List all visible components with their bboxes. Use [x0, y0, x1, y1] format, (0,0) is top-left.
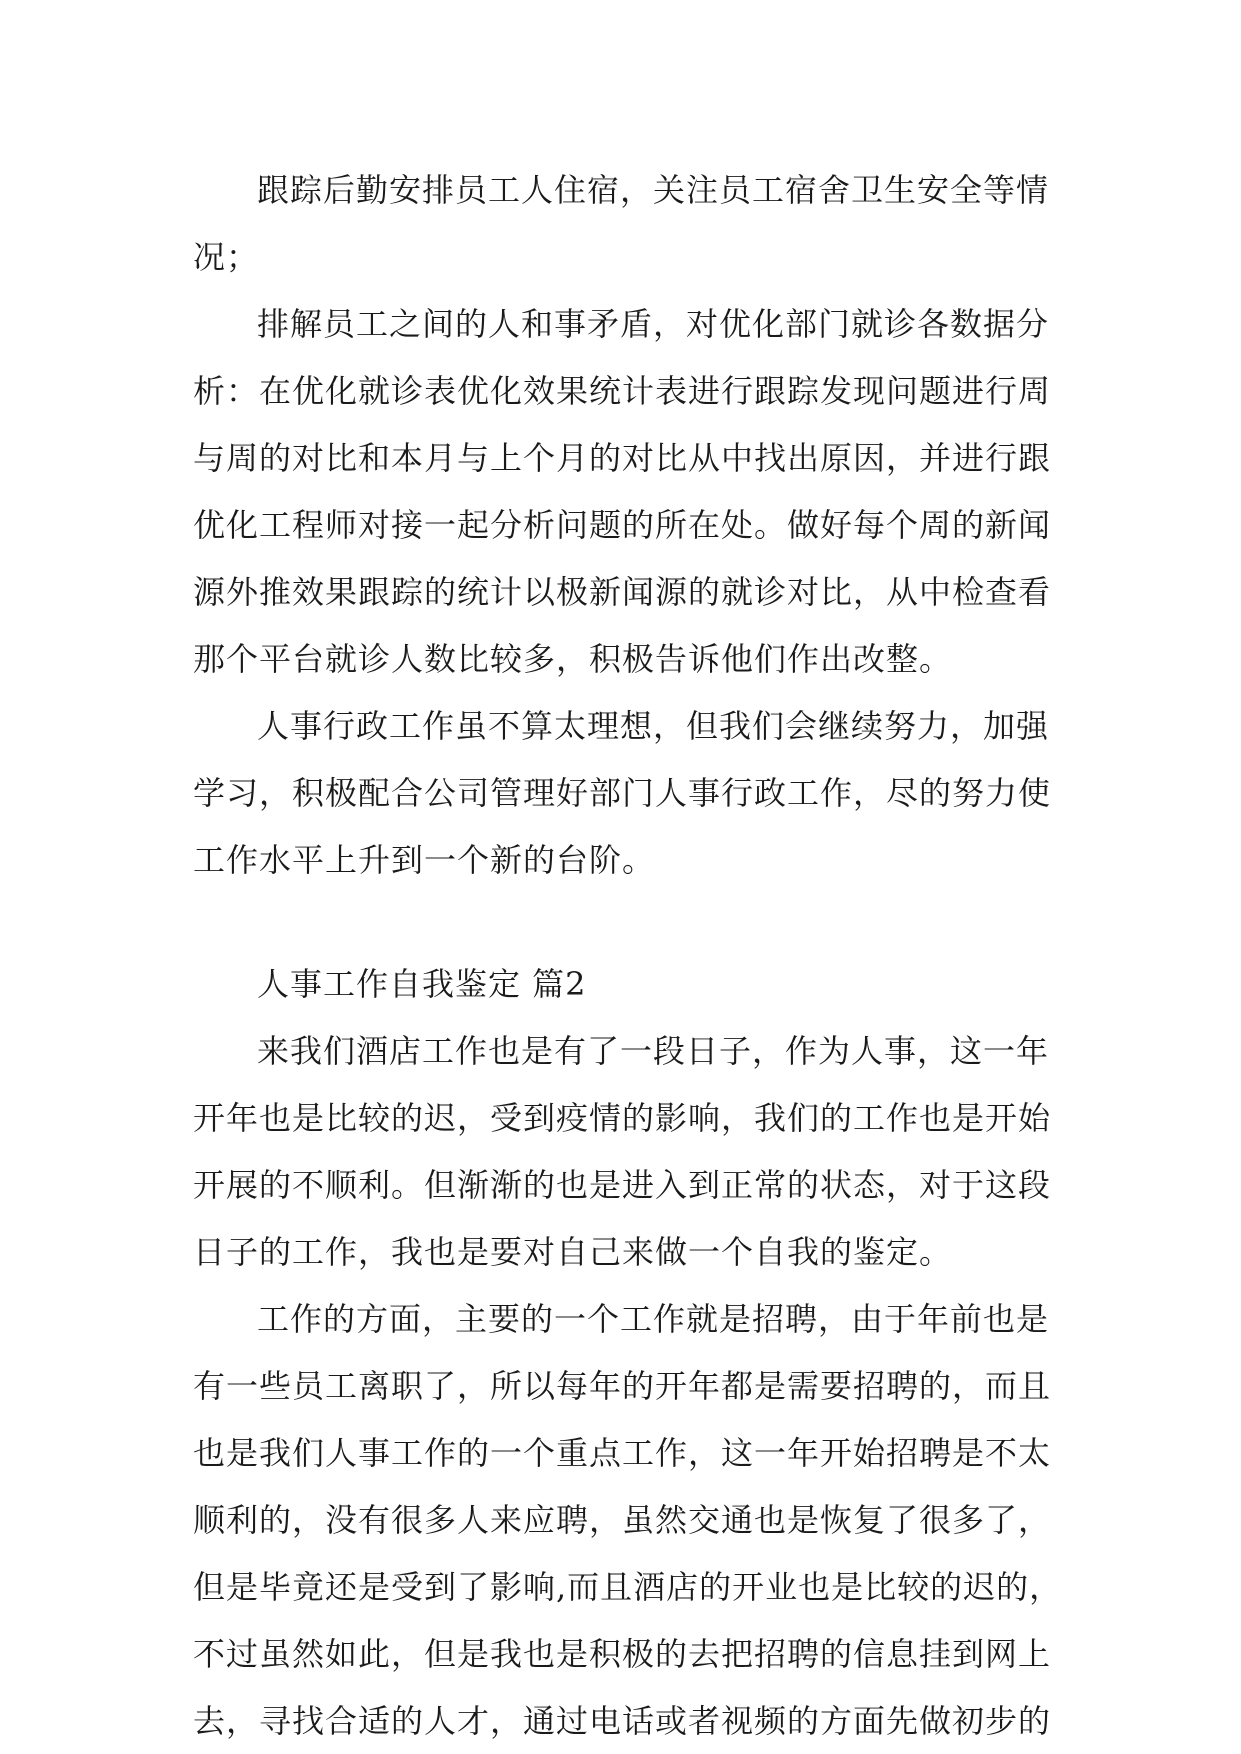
paragraph-line: 有一些员工离职了，所以每年的开年都是需要招聘的，而且: [193, 1367, 1052, 1405]
paragraph-line: 学习，积极配合公司管理好部门人事行政工作，尽的努力使: [193, 774, 1052, 812]
paragraph-line: 来我们酒店工作也是有了一段日子，作为人事，这一年: [257, 1032, 1050, 1070]
paragraph-line: 与周的对比和本月与上个月的对比从中找出原因，并进行跟: [193, 439, 1052, 477]
paragraph-line: 也是我们人事工作的一个重点工作，这一年开始招聘是不太: [193, 1434, 1052, 1472]
paragraph-line: 工作水平上升到一个新的台阶。: [193, 841, 656, 879]
paragraph-line: 开年也是比较的迟，受到疫情的影响，我们的工作也是开始: [193, 1099, 1052, 1137]
paragraph-line: 工作的方面，主要的一个工作就是招聘，由于年前也是: [257, 1300, 1050, 1338]
paragraph-line: 析：在优化就诊表优化效果统计表进行跟踪发现问题进行周: [193, 372, 1052, 410]
paragraph-line: 人事行政工作虽不算太理想，但我们会继续努力，加强: [257, 707, 1050, 745]
paragraph-line: 开展的不顺利。但渐渐的也是进入到正常的状态，对于这段: [193, 1166, 1052, 1204]
paragraph-line: 排解员工之间的人和事矛盾，对优化部门就诊各数据分: [257, 305, 1050, 343]
paragraph-line: 跟踪后勤安排员工人住宿，关注员工宿舍卫生安全等情: [257, 171, 1050, 209]
section-heading: 人事工作自我鉴定 篇2: [257, 965, 587, 1003]
paragraph-line: 那个平台就诊人数比较多，积极告诉他们作出改整。: [193, 640, 953, 678]
paragraph-line: 顺利的，没有很多人来应聘，虽然交通也是恢复了很多了，: [193, 1501, 1052, 1539]
paragraph-line: 去，寻找合适的人才，通过电话或者视频的方面先做初步的: [193, 1702, 1052, 1740]
paragraph-line: 优化工程师对接一起分析问题的所在处。做好每个周的新闻: [193, 506, 1052, 544]
paragraph-line: 源外推效果跟踪的统计以极新闻源的就诊对比，从中检查看: [193, 573, 1052, 611]
paragraph-line: 况；: [193, 238, 260, 276]
paragraph-line: 但是毕竟还是受到了影响,而且酒店的开业也是比较的迟的，: [193, 1568, 1063, 1606]
paragraph-line: 不过虽然如此，但是我也是积极的去把招聘的信息挂到网上: [193, 1635, 1052, 1673]
paragraph-line: 日子的工作，我也是要对自己来做一个自我的鉴定。: [193, 1233, 953, 1271]
